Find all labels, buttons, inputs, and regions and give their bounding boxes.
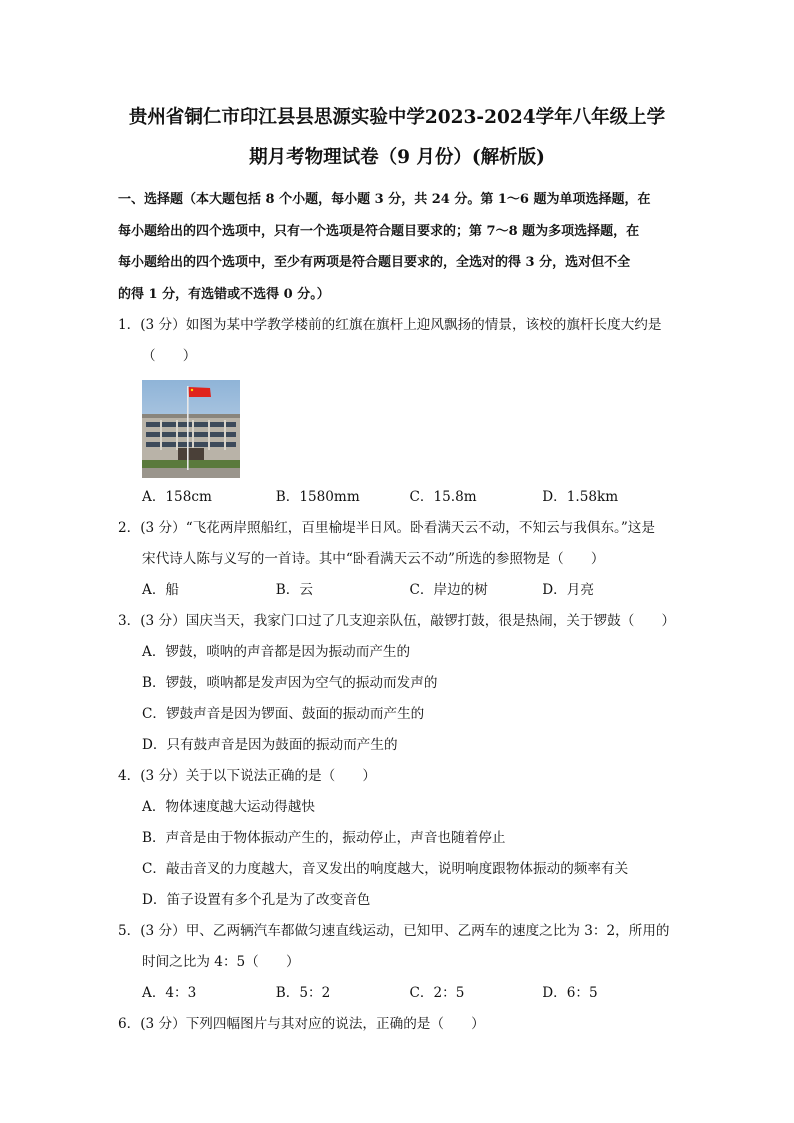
section-1-line: 的得 1 分，有选错或不选得 0 分。） [118,286,330,302]
exam-title-line-2: 期月考物理试卷（9 月份）(解析版) [249,147,545,168]
question-1-option-a[interactable]: A．158cm [142,489,212,505]
question-5-stem-line: 时间之比为 4：5（ ） [142,954,300,970]
question-4-option-a[interactable]: A．物体速度越大运动得越快 [142,799,315,815]
question-6 [118,1009,676,1040]
question-5-option-a[interactable]: A．4：3 [142,985,197,1001]
section-1-line: 每小题给出的四个选项中，只有一个选项是符合题目要求的；第 7～8 题为多项选择题，在 [118,223,640,239]
flagpole-photo [142,380,240,478]
section-1-line: 一、选择题（本大题包括 8 个小题，每小题 3 分，共 24 分。第 1～6 题为单项选择题，在 [118,192,651,207]
question-5-stem-line: 5．(3 分）甲、乙两辆汽车都做匀速直线运动，已知甲、乙两车的速度之比为 3：2，所用的 [118,923,670,939]
question-2-option-b[interactable]: B．云 [275,582,313,598]
question-5-option-d[interactable]: D．6：5 [542,985,598,1001]
question-4-option-d[interactable]: D．笛子设置有多个孔是为了改变音色 [142,892,371,908]
exam-title-line-1: 贵州省铜仁市印江县县思源实验中学2023-2024学年八年级上学 [128,107,666,128]
question-5-options [118,978,676,1009]
question-2 [118,513,676,606]
question-1-answer-blank: （ ） [142,348,197,364]
question-1-stem-line: 1．(3 分）如图为某中学教学楼前的红旗在旗杆上迎风飘扬的情景，该校的旗杆长度大约是 [118,317,662,333]
question-1-stem [118,310,676,372]
question-1-options [118,482,676,513]
question-1-option-d[interactable]: D．1.58km [542,489,619,505]
question-2-options [118,575,676,606]
question-4-stem: 4．(3 分）关于以下说法正确的是（ ） [118,768,377,784]
question-5-option-b[interactable]: B．5：2 [275,985,331,1001]
section-1-instructions [118,184,676,310]
question-1-option-c[interactable]: C．15.8m [409,489,477,505]
question-5-stem [118,916,676,978]
question-2-stem-line: 宋代诗人陈与义写的一首诗。其中“卧看满天云不动”所选的参照物是（ ） [142,551,605,567]
question-3-option-d[interactable]: D．只有鼓声音是因为鼓面的振动而产生的 [142,737,398,753]
question-3-option-a[interactable]: A．锣鼓，唢呐的声音都是因为振动而产生的 [142,644,411,660]
question-2-option-d[interactable]: D．月亮 [542,582,594,598]
question-2-stem [118,513,676,575]
question-4 [118,761,676,916]
question-2-option-a[interactable]: A．船 [142,582,180,598]
question-6-stem: 6．(3 分）下列四幅图片与其对应的说法，正确的是（ ） [118,1016,485,1032]
question-2-stem-line: 2．(3 分）“飞花两岸照船红，百里榆堤半日风。卧看满天云不动，不知云与我俱东。”这是 [118,520,655,536]
question-1-option-b[interactable]: B．1580mm [275,489,360,505]
question-4-option-b[interactable]: B．声音是由于物体振动产生的，振动停止，声音也随着停止 [142,830,506,846]
question-4-option-c[interactable]: C．敲击音叉的力度越大，音叉发出的响度越大，说明响度跟物体振动的频率有关 [142,861,629,877]
question-5 [118,916,676,1009]
question-3 [118,606,676,761]
question-3-stem: 3．(3 分）国庆当天，我家门口过了几支迎亲队伍，敲锣打鼓，很是热闹，关于锣鼓（ ） [118,613,676,629]
section-1-line: 每小题给出的四个选项中，至少有两项是符合题目要求的，全选对的得 3 分，选对但不全 [118,255,631,270]
question-3-option-c[interactable]: C．锣鼓声音是因为锣面、鼓面的振动而产生的 [142,706,425,722]
question-5-option-c[interactable]: C．2：5 [409,985,465,1001]
question-2-option-c[interactable]: C．岸边的树 [409,582,488,598]
question-1 [118,310,676,513]
question-3-option-b[interactable]: B．锣鼓，唢呐都是发声因为空气的振动而发声的 [142,675,438,691]
